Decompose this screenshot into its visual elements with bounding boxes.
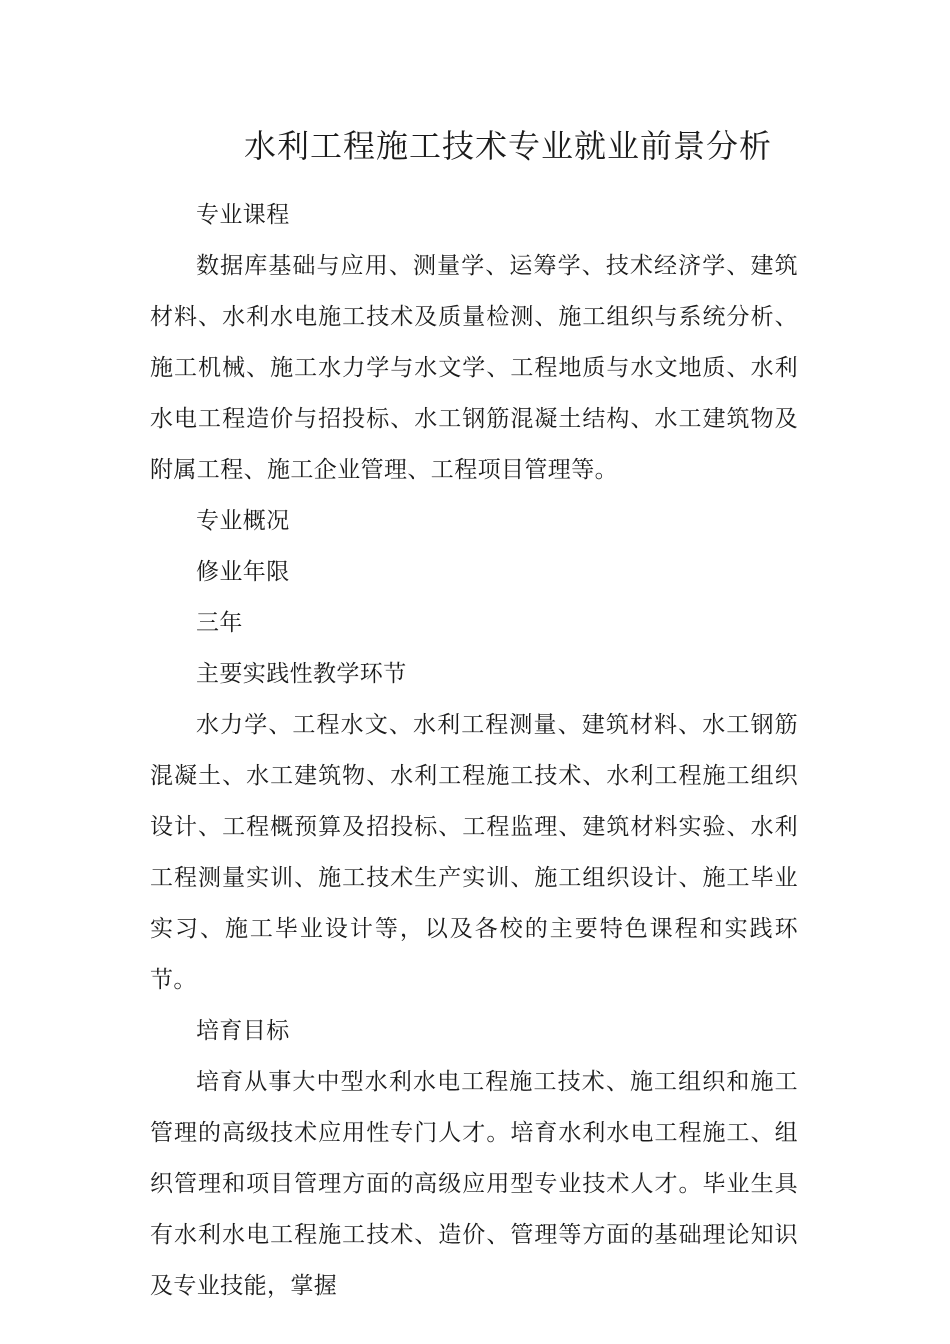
duration-value: 三年 <box>196 610 243 636</box>
practice-paragraph: 水力学、工程水文、水利工程测量、建筑材料、水工钢筋混凝土、水工建筑物、水利工程施工技术、水利工程施工组织设计、工程概预算及招投标、工程监理、建筑材料实验、水利工程测量实训、施工技术生产实训、施工组织设计、施工毕业实习、施工毕业设计等，以及各校的主要特色课程和实践环节。 <box>150 712 798 993</box>
courses-paragraph: 数据库基础与应用、测量学、运筹学、技术经济学、建筑材料、水利水电施工技术及质量检测、施工组织与系统分析、施工机械、施工水力学与水文学、工程地质与水文地质、水利水电工程造价与招投标、水工钢筋混凝土结构、水工建筑物及附属工程、施工企业管理、工程项目管理等。 <box>150 253 798 483</box>
section-heading-practice: 主要实践性教学环节 <box>196 661 407 687</box>
section-heading-courses: 专业课程 <box>196 202 290 228</box>
section-heading-overview: 专业概况 <box>196 508 290 534</box>
goals-paragraph: 培育从事大中型水利水电工程施工技术、施工组织和施工管理的高级技术应用性专门人才。培育水利水电工程施工、组织管理和项目管理方面的高级应用型专业技术人才。毕业生具有水利水电工程施工技术、造价、管理等方面的基础理论知识及专业技能，掌握 <box>150 1069 798 1299</box>
document-body <box>150 190 798 1312</box>
document-title: 水利工程施工技术专业就业前景分析 <box>243 127 772 165</box>
section-heading-duration: 修业年限 <box>196 559 290 585</box>
section-heading-goals: 培育目标 <box>196 1018 290 1044</box>
